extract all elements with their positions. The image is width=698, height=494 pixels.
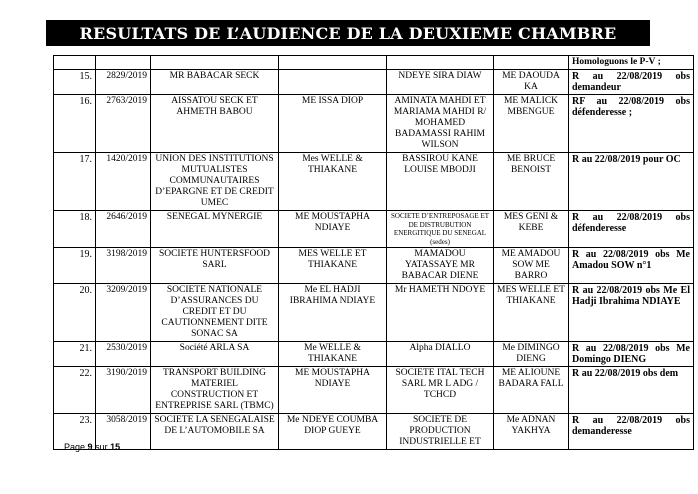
case-reference-cell: 2530/2019 bbox=[96, 342, 151, 367]
table-row bbox=[54, 414, 694, 450]
defendant-cell: Alpha DIALLO bbox=[387, 342, 494, 367]
plaintiff-lawyer-cell: Me WELLE & THIAKANE bbox=[279, 342, 387, 367]
plaintiff-cell: SOCIETE HUNTERSFOOD SARL bbox=[151, 248, 279, 284]
plaintiff-lawyer-cell: ME ISSA DIOP bbox=[279, 95, 387, 153]
decision-cell: R au 22/08/2019 obs Me El Hadji Ibrahima NDIAYE bbox=[569, 284, 694, 342]
plaintiff-lawyer-cell: Mes WELLE & THIAKANE bbox=[279, 153, 387, 211]
header-cell bbox=[387, 56, 494, 70]
footer-sep: sur bbox=[95, 442, 108, 452]
decision-cell: R au 22/08/2019 pour OC bbox=[569, 153, 694, 211]
row-number-cell: 19. bbox=[54, 248, 96, 284]
footer-page-total: 15 bbox=[110, 442, 121, 452]
case-reference-cell: 2763/2019 bbox=[96, 95, 151, 153]
defendant-lawyer-cell: ME BRUCE BENOIST bbox=[494, 153, 569, 211]
table-row bbox=[54, 70, 694, 95]
table-row bbox=[54, 95, 694, 153]
plaintiff-cell: SOCIETE LA SENEGALAISE DE L’AUTOMOBILE SA bbox=[151, 414, 279, 450]
decision-cell: R au 22/08/2019 obs dem bbox=[569, 367, 694, 414]
header-cell bbox=[54, 56, 96, 70]
case-reference-cell: 3209/2019 bbox=[96, 284, 151, 342]
row-number-cell: 18. bbox=[54, 211, 96, 248]
row-number-cell: 17. bbox=[54, 153, 96, 211]
plaintiff-cell: SOCIETE NATIONALE D’ASSURANCES DU CREDIT ET DU CAUTIONNEMENT DITE SONAC SA bbox=[151, 284, 279, 342]
plaintiff-lawyer-cell: ME MOUSTAPHA NDIAYE bbox=[279, 211, 387, 248]
case-reference-cell: 3058/2019 bbox=[96, 414, 151, 450]
decision-cell: RF au 22/08/2019 obs défenderesse ; bbox=[569, 95, 694, 153]
plaintiff-cell: UNION DES INSTITUTIONS MUTUALISTES COMMUNAUTAIRES D’EPARGNE ET DE CREDIT UMEC bbox=[151, 153, 279, 211]
header-cell bbox=[151, 56, 279, 70]
case-reference-cell: 3198/2019 bbox=[96, 248, 151, 284]
title-text: RESULTATS DE L’AUDIENCE DE LA DEUXIEME CHAMBRE bbox=[79, 23, 617, 43]
plaintiff-cell: TRANSPORT BUILDING MATERIEL CONSTRUCTION ET ENTREPRISE SARL (TBMC) bbox=[151, 367, 279, 414]
row-number-cell: 22. bbox=[54, 367, 96, 414]
defendant-cell: NDEYE SIRA DIAW bbox=[387, 70, 494, 95]
decision-cell: R au 22/08/2019 obs Me Amadou SOW n°1 bbox=[569, 248, 694, 284]
plaintiff-cell: SENEGAL MYNERGIE bbox=[151, 211, 279, 248]
table-row bbox=[54, 284, 694, 342]
header-cell bbox=[494, 56, 569, 70]
defendant-lawyer-cell: ME ALIOUNE BADARA FALL bbox=[494, 367, 569, 414]
plaintiff-cell: Société ARLA SA bbox=[151, 342, 279, 367]
case-reference-cell: 1420/2019 bbox=[96, 153, 151, 211]
table-row bbox=[54, 342, 694, 367]
table-row bbox=[54, 211, 694, 248]
case-reference-cell: 2829/2019 bbox=[96, 70, 151, 95]
row-number-cell: 20. bbox=[54, 284, 96, 342]
row-number-cell: 16. bbox=[54, 95, 96, 153]
defendant-lawyer-cell: ME MALICK MBENGUE bbox=[494, 95, 569, 153]
defendant-lawyer-cell: ME AMADOU SOW ME BARRO bbox=[494, 248, 569, 284]
table-row bbox=[54, 367, 694, 414]
decision-cell: R au 22/08/2019 obs défenderesse bbox=[569, 211, 694, 248]
page-title bbox=[46, 20, 650, 46]
plaintiff-cell: AISSATOU SECK ET AHMETH BABOU bbox=[151, 95, 279, 153]
plaintiff-lawyer-cell bbox=[279, 70, 387, 95]
row-number-cell: 21. bbox=[54, 342, 96, 367]
defendant-lawyer-cell: ME DAOUDA KA bbox=[494, 70, 569, 95]
defendant-cell: SOCIETE ITAL TECH SARL MR L ADG / TCHCD bbox=[387, 367, 494, 414]
case-reference-cell: 2646/2019 bbox=[96, 211, 151, 248]
defendant-cell: SOCIETE D’ENTREPOSAGE ET DE DISTRUBUTION ENERGITIQUE DU SENEGAL (sedes) bbox=[387, 211, 494, 248]
plaintiff-lawyer-cell: Me EL HADJI IBRAHIMA NDIAYE bbox=[279, 284, 387, 342]
footer-page-number: 9 bbox=[87, 442, 93, 452]
defendant-lawyer-cell: MES GENI & KEBE bbox=[494, 211, 569, 248]
defendant-lawyer-cell: Me DIMINGO DIENG bbox=[494, 342, 569, 367]
defendant-cell: Mr HAMETH NDOYE bbox=[387, 284, 494, 342]
defendant-cell: BASSIROU KANE LOUISE MBODJI bbox=[387, 153, 494, 211]
defendant-cell: MAMADOU YATASSAYE MR BABACAR DIENE bbox=[387, 248, 494, 284]
plaintiff-lawyer-cell: ME MOUSTAPHA NDIAYE bbox=[279, 367, 387, 414]
decision-cell: R au 22/08/2019 obs Me Domingo DIENG bbox=[569, 342, 694, 367]
plaintiff-lawyer-cell: MES WELLE ET THIAKANE bbox=[279, 248, 387, 284]
table-row bbox=[54, 153, 694, 211]
plaintiff-cell: MR BABACAR SECK bbox=[151, 70, 279, 95]
header-cell bbox=[96, 56, 151, 70]
row-number-cell: 15. bbox=[54, 70, 96, 95]
decision-cell: R au 22/08/2019 obs demandeur bbox=[569, 70, 694, 95]
results-table bbox=[53, 55, 694, 450]
plaintiff-lawyer-cell: Me NDEYE COUMBA DIOP GUEYE bbox=[279, 414, 387, 450]
defendant-cell: SOCIETE DE PRODUCTION INDUSTRIELLE ET bbox=[387, 414, 494, 450]
footer-prefix: Page bbox=[64, 442, 86, 452]
case-reference-cell: 3190/2019 bbox=[96, 367, 151, 414]
page-footer bbox=[64, 442, 120, 452]
table-header-row bbox=[54, 56, 694, 70]
header-cell bbox=[279, 56, 387, 70]
defendant-lawyer-cell: MES WELLE ET THIAKANE bbox=[494, 284, 569, 342]
table-row bbox=[54, 248, 694, 284]
defendant-cell: AMINATA MAHDI ET MARIAMA MAHDI R/ MOHAMED BADAMASSI RAHIM WILSON bbox=[387, 95, 494, 153]
decision-cell: R au 22/08/2019 obs demanderesse bbox=[569, 414, 694, 450]
defendant-lawyer-cell: Me ADNAN YAKHYA bbox=[494, 414, 569, 450]
header-cell-homologuons: Homologuons le P-V ; bbox=[569, 56, 694, 70]
row-number-cell: 23. bbox=[54, 414, 96, 450]
